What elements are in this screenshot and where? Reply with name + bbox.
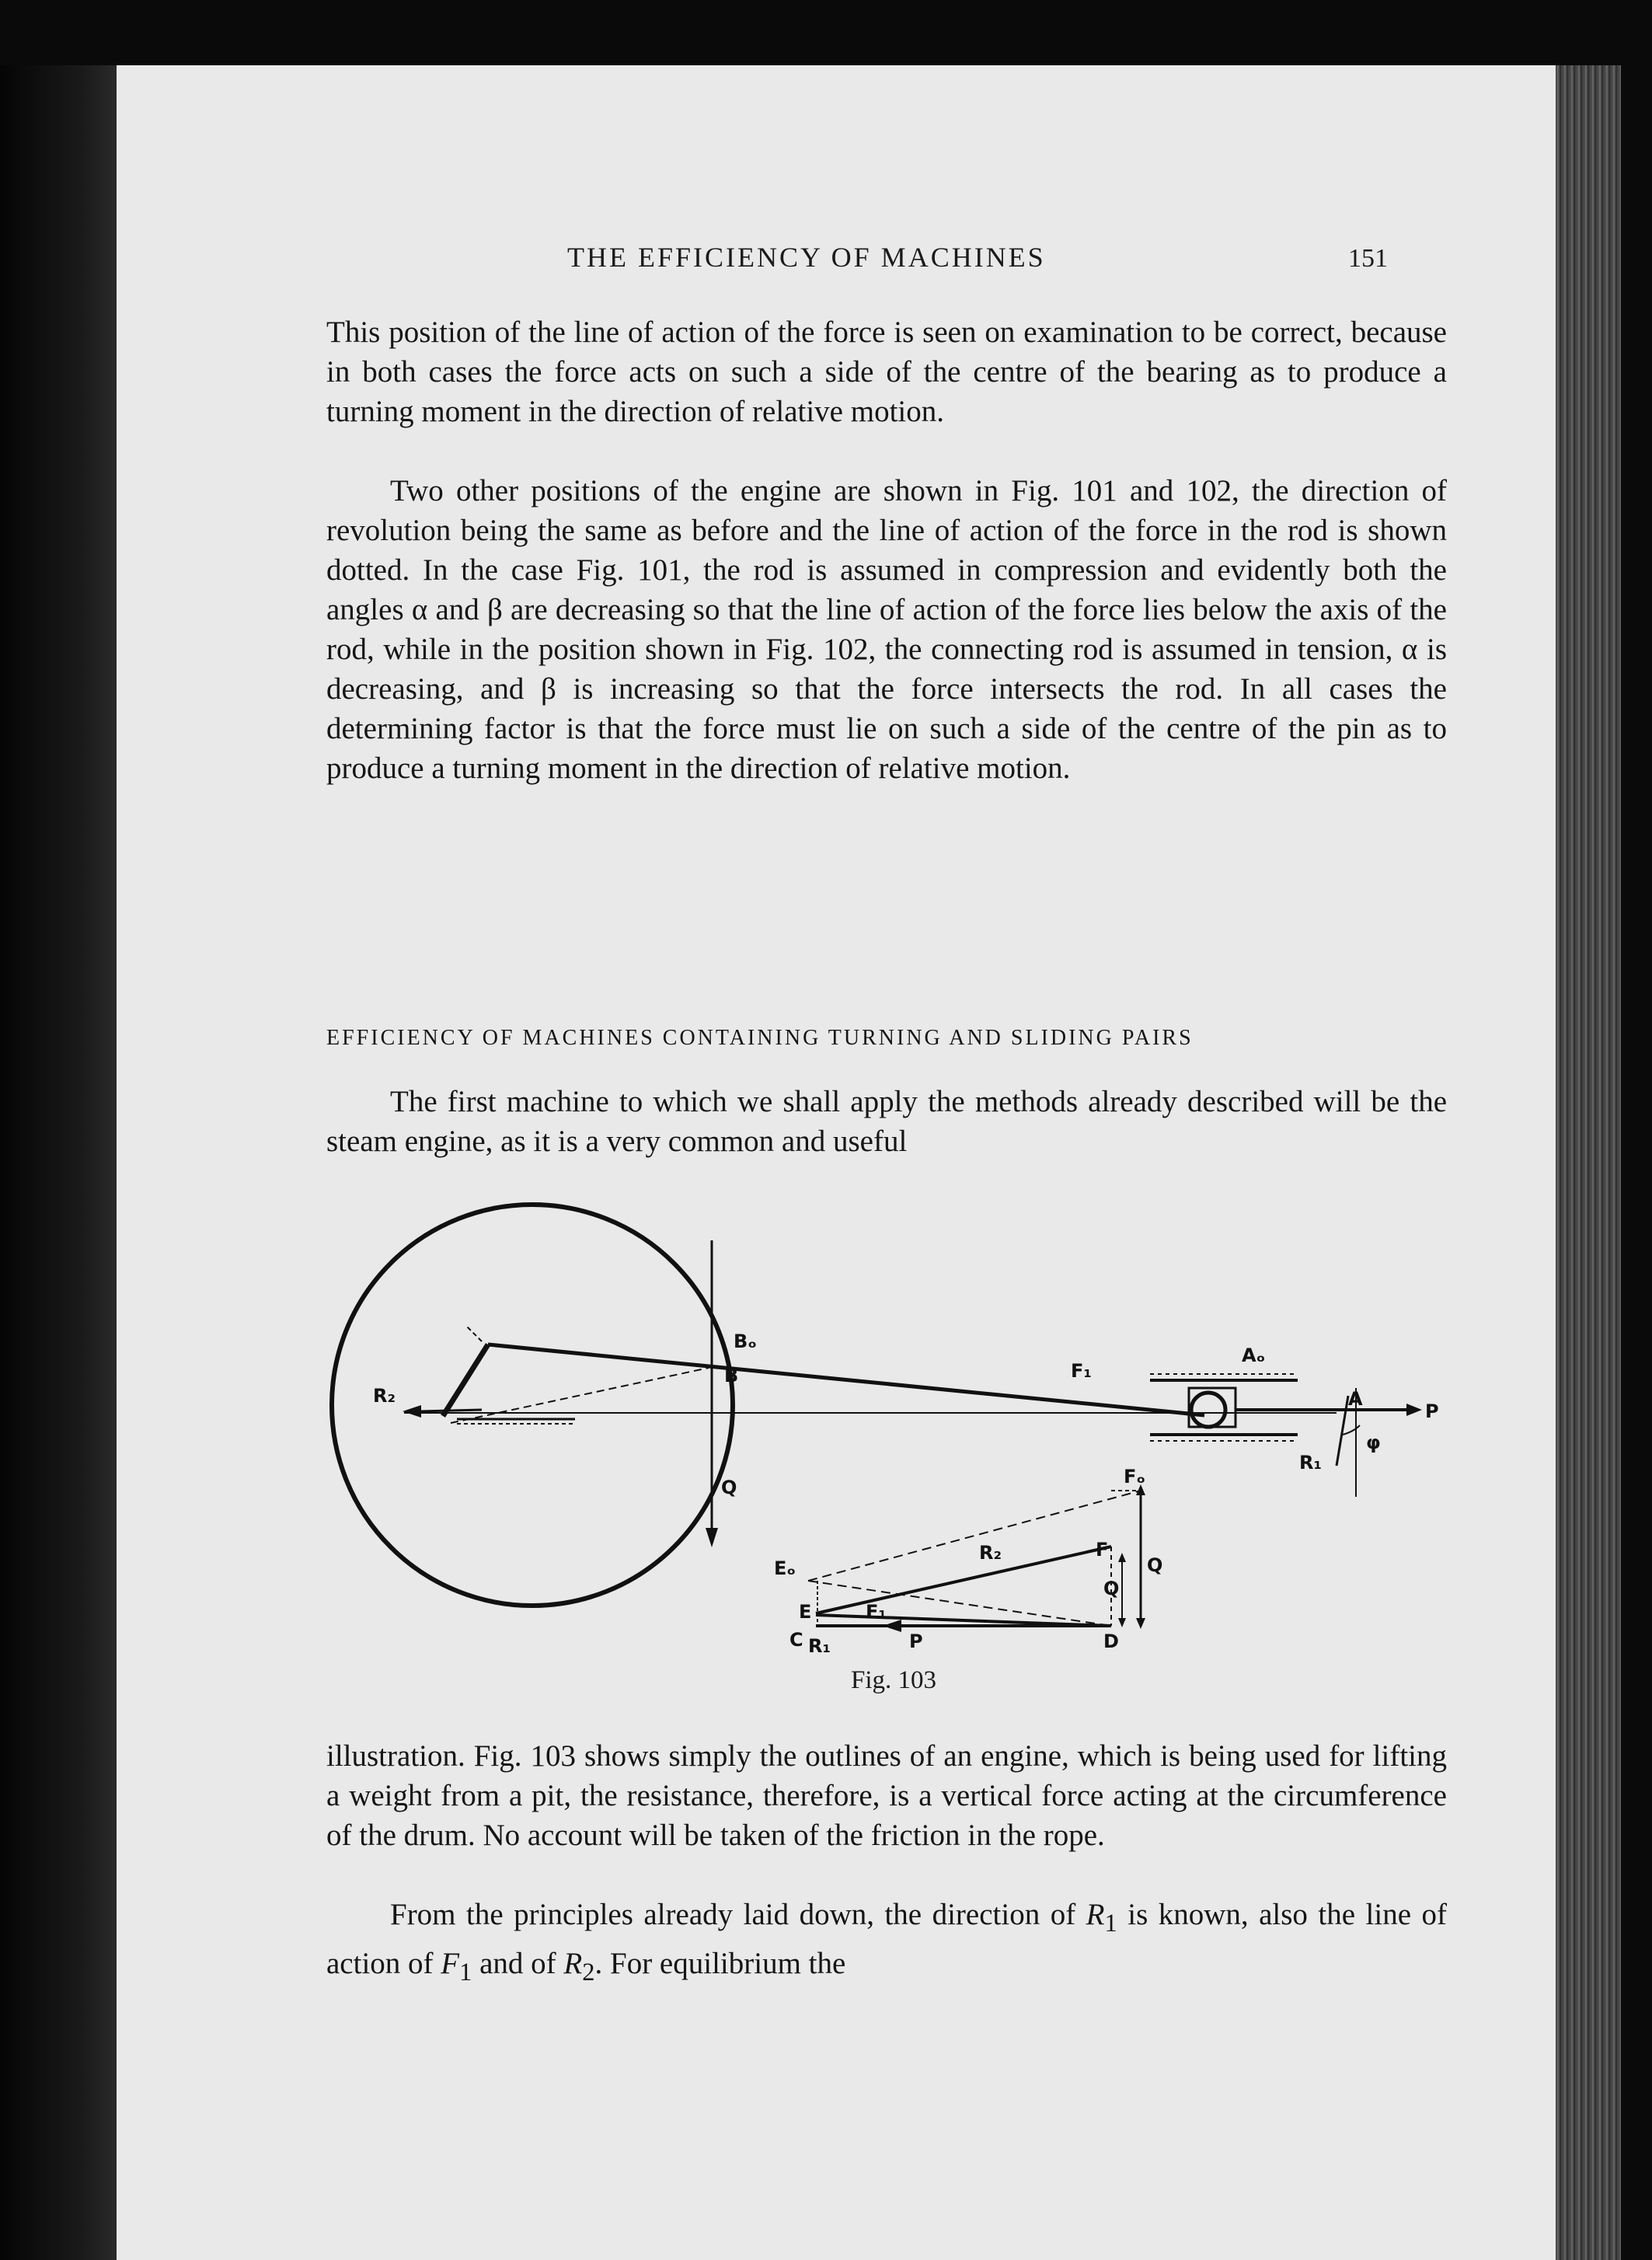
phi-arc bbox=[1343, 1425, 1360, 1435]
paragraph-4: illustration. Fig. 103 shows simply the outlines of an engine, which is being used for lifting a weight from a pit, the resistance, therefore, is a vertical force acting at the circumference of the drum. No account will be taken of the friction in the rope. bbox=[326, 1739, 1447, 1852]
label-q-inner: Q bbox=[1103, 1578, 1120, 1599]
dashed-line-a bbox=[451, 1368, 709, 1423]
label-f1: F₁ bbox=[1071, 1360, 1092, 1382]
p5-sub-3: 2 bbox=[582, 1958, 595, 1986]
label-r2-poly: R₂ bbox=[979, 1542, 1002, 1564]
label-e: E bbox=[799, 1601, 812, 1623]
running-title: THE EFFICIENCY OF MACHINES bbox=[567, 242, 1046, 273]
dashed-line-b bbox=[466, 1326, 482, 1341]
crosshead-pin bbox=[1191, 1393, 1225, 1427]
label-b: B bbox=[724, 1365, 739, 1386]
label-r1-poly: R₁ bbox=[808, 1635, 831, 1657]
crank-arm bbox=[443, 1344, 488, 1416]
label-r2: R₂ bbox=[373, 1385, 396, 1407]
p5-text-2: is known, also the line of action of bbox=[326, 1898, 1447, 1980]
p-arrowhead bbox=[1406, 1404, 1422, 1416]
p5-text-3: and of bbox=[472, 1946, 564, 1980]
label-r1: R₁ bbox=[1299, 1452, 1322, 1474]
book-page bbox=[117, 65, 1556, 2260]
label-f: F bbox=[1096, 1539, 1109, 1561]
book-page-edges-right bbox=[1556, 65, 1652, 2260]
label-ao: Aₒ bbox=[1242, 1344, 1266, 1366]
book-gutter-left bbox=[0, 65, 117, 2260]
label-p-poly: P bbox=[909, 1630, 923, 1652]
label-q: Q bbox=[721, 1477, 737, 1498]
q-arrowhead bbox=[706, 1528, 718, 1547]
label-c: C bbox=[789, 1629, 803, 1651]
label-eo: Eₒ bbox=[774, 1557, 796, 1579]
p5-var-f: F bbox=[441, 1946, 460, 1980]
label-q-outer: Q bbox=[1147, 1554, 1163, 1576]
poly-f1 bbox=[816, 1615, 1111, 1626]
connecting-rod bbox=[709, 1366, 1204, 1415]
p5-var-r: R bbox=[1086, 1898, 1105, 1931]
label-phi: φ bbox=[1366, 1432, 1381, 1453]
page-number: 151 bbox=[1348, 244, 1388, 273]
poly-r2 bbox=[816, 1547, 1111, 1613]
poly-dashed-fo bbox=[808, 1491, 1141, 1581]
paragraph-2: Two other positions of the engine are shown in Fig. 101 and 102, the direction of revolution being the same as before and the line of action of the force in the rod is shown dotted. In the case Fig. 101, the rod is assumed in compression and evidently both the angles α and β are decreasing so that the line of action of the force lies below the axis of the rod, while in the position shown in Fig. 102, the connecting rod is assumed in tension, α is decreasing, and β is increasing so that the force intersects the rod. In all cases the determining factor is that the force must lie on such a side of the centre of the pin as to produce a turning moment in the direction of relative motion. bbox=[326, 474, 1447, 785]
label-p: P bbox=[1425, 1400, 1439, 1422]
p5-text-4: . For equilibrium the bbox=[594, 1946, 846, 1980]
p5-var-r2: R bbox=[563, 1946, 583, 1980]
figure-caption: Fig. 103 bbox=[851, 1666, 937, 1694]
r2-arrow-line bbox=[420, 1410, 482, 1411]
label-d: D bbox=[1103, 1630, 1119, 1652]
r2-arrowhead bbox=[403, 1405, 421, 1418]
section-heading: EFFICIENCY OF MACHINES CONTAINING TURNING AND SLIDING PAIRS bbox=[326, 1026, 1194, 1050]
r1-line bbox=[1337, 1396, 1348, 1466]
paragraph-3: The first machine to which we shall apply the methods already described will be the steam engine, as it is a very common and useful bbox=[326, 1085, 1447, 1158]
p5-sub-1: 1 bbox=[1104, 1909, 1117, 1937]
label-bo: Bₒ bbox=[734, 1331, 757, 1352]
p5-text-1: From the principles already laid down, the direction of bbox=[390, 1898, 1086, 1931]
p5-sub-2: 1 bbox=[459, 1958, 472, 1986]
paragraph-5 bbox=[326, 1895, 1447, 1993]
label-f1-poly: F₁ bbox=[866, 1601, 887, 1623]
label-fo: Fₒ bbox=[1124, 1466, 1146, 1487]
running-head bbox=[117, 241, 1556, 288]
engine-diagram bbox=[326, 1201, 1447, 1699]
connecting-rod-upper bbox=[488, 1344, 709, 1366]
figure-103 bbox=[326, 1201, 1447, 1699]
label-a: A bbox=[1348, 1388, 1363, 1410]
paragraph-1: This position of the line of action of the force is seen on examination to be correct, because in both cases the force acts on such a side of the centre of the bearing as to produce a turning moment in the direction of relative motion. bbox=[326, 316, 1447, 428]
